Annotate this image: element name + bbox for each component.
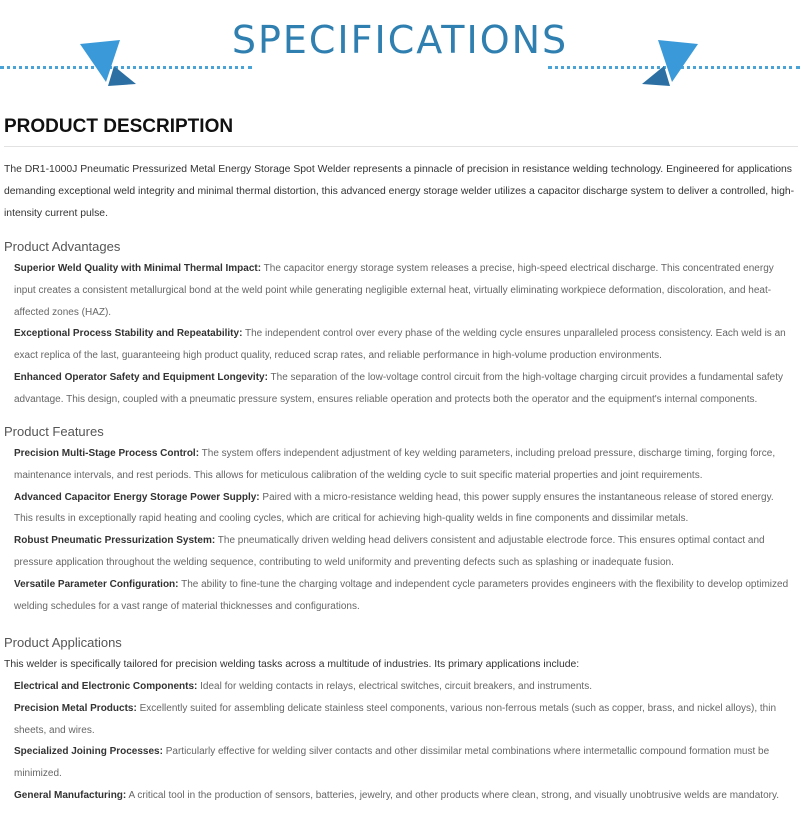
feature-item-title: Advanced Capacitor Energy Storage Power Supply: [14,491,260,503]
application-item-title: Electrical and Electronic Components: [14,681,198,692]
advantage-item-title: Superior Weld Quality with Minimal Thermal Impact: [14,263,262,274]
feature-item-text: The system offers independent adjustment of key welding parameters, including preload pressure, discharge timing, forging force, maintenance intervals, and rest periods. This allows for meticulous calibration of the welding cycle to suit specific material properties and joint requirements. [14,448,776,481]
feature-item [14,530,794,574]
advantage-item-text: The separation of the low-voltage control circuit from the high-voltage charging circuit provides a fundamental safety advantage. This design, coupled with a pneumatic pressure system, ensures reliable operation and protects both the operator and the equipment's internal components. [14,371,784,405]
product-intro-paragraph: The DR1-1000J Pneumatic Pressurized Metal Energy Storage Spot Welder represents a pinnacle of precision in resistance welding technology. Engineered for applications demanding exceptional weld integrity and minimal thermal distortion, this advanced energy storage welder utilizes a capacitor discharge system to deliver a controlled, high-intensity current pulse. [4,164,795,219]
application-item [14,698,794,742]
application-item-title: Specialized Joining Processes: [14,746,163,758]
application-item-text: Particularly effective for welding silver contacts and other dissimilar metal combinations where intermetallic compound formation must be minimized. [14,746,770,780]
product-description-heading: PRODUCT DESCRIPTION [4,116,234,137]
application-item-title: General Manufacturing: [14,789,127,801]
advantage-item [14,258,794,323]
feature-item-title: Robust Pneumatic Pressurization System: [14,535,216,547]
application-item [14,676,794,698]
application-item [14,741,794,785]
product-features-heading: Product Features [4,424,104,439]
application-item-title: Precision Metal Products: [14,702,137,714]
advantage-item-text: The capacitor energy storage system releases a precise, high-speed electrical discharge. This concentrated energy input creates a consistent metallurgical bond at the weld point while generating negligible external heat, virtually eliminating workpiece deformation, discoloration, and heat-affected zones (HAZ). [14,263,774,318]
advantage-item [14,323,794,367]
product-advantages-heading: Product Advantages [4,239,121,254]
product-applications-heading: Product Applications [4,635,122,650]
application-item-text: A critical tool in the production of sensors, batteries, jewelry, and other products where clean, strong, and visually unobtrusive welds are mandatory. [126,789,779,801]
feature-item-title: Versatile Parameter Configuration: [14,578,179,590]
banner-title: SPECIFICATIONS [231,18,569,62]
feature-item-title: Precision Multi-Stage Process Control: [14,448,200,459]
applications-lead-paragraph: This welder is specifically tailored for precision welding tasks across a multitude of industries. Its primary applications include: [4,659,580,670]
feature-item-text: The ability to fine-tune the charging voltage and independent cycle parameters provides engineers with the flexibility to develop optimized welding schedules for a vast range of material thicknesses and configurations. [14,578,789,612]
feature-item-text: The pneumatically driven welding head delivers consistent and adjustable electrode force. This ensures optimal contact and pressure application throughout the welding sequence, contributing to weld uniformity and preventing defects such as splashing or inadequate fusion. [14,535,765,568]
heading-divider [4,146,798,147]
product-applications-section [4,632,794,807]
advantage-item-title: Exceptional Process Stability and Repeatability: [14,328,243,340]
feature-item-text: Paired with a micro-resistance welding head, this power supply ensures the instantaneous release of stored energy. This results in exceptionally rapid heating and cooling cycles, which are critical for achieving high-quality welds in fine components and dissimilar metals. [14,491,774,525]
product-advantages-section [4,236,794,411]
application-item-text: Excellently suited for assembling delicate stainless steel components, various non-ferrous metals (such as copper, brass, and nickel alloys), thin sheets, and wires. [14,702,777,736]
feature-item [14,574,794,618]
application-item-text: Ideal for welding contacts in relays, electrical switches, circuit breakers, and instruments. [197,681,592,692]
product-features-section [4,421,794,617]
advantage-item [14,367,794,411]
feature-item [14,443,794,487]
application-item [14,785,794,807]
specifications-banner [0,0,800,95]
advantage-item-text: The independent control over every phase of the welding cycle ensures unparalleled process consistency. Each weld is an exact replica of the last, guaranteeing high product quality, reduced scrap rates, and reliable performance in high-volume production environments. [14,328,786,362]
feature-item [14,487,794,531]
advantage-item-title: Enhanced Operator Safety and Equipment Longevity: [14,371,268,383]
